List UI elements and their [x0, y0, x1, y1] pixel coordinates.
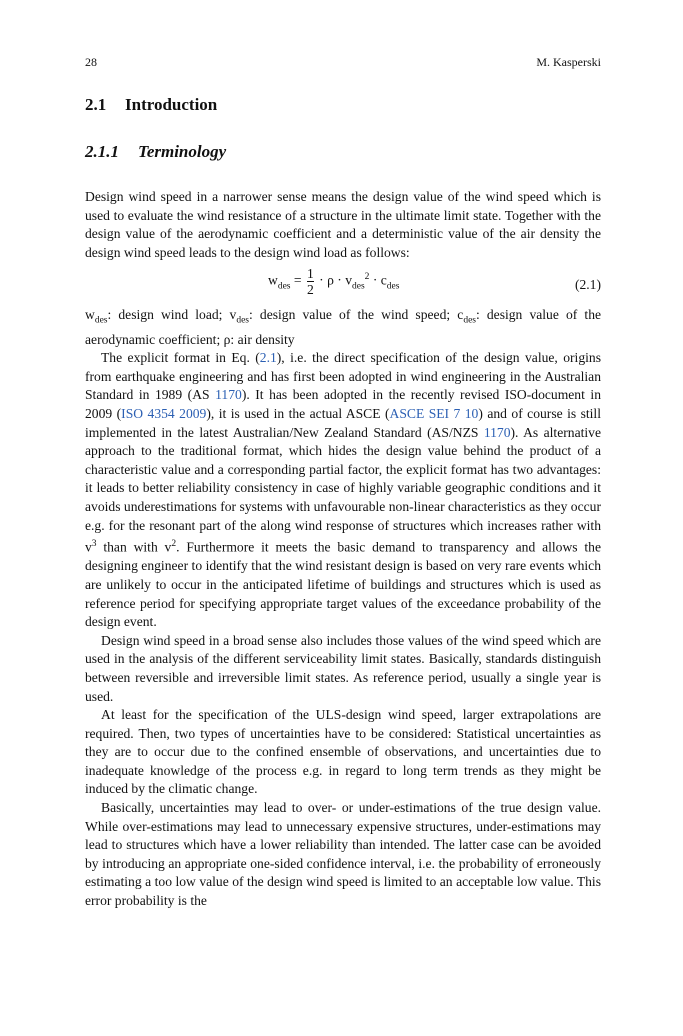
- paragraph-3: Design wind speed in a broad sense also includes those values of the wind speed which are used in the analysis of the different serviceability limit states. Basically, standards distinguish between reversible and irreversible limit states. As reference period, usually a single year is used.: [85, 632, 601, 704]
- paragraph-4: At least for the specification of the ULS-design wind speed, larger extrapolations are required. Then, two types of uncertainties have to be considered: Statistical uncertainties as they are to occur due to the confined ensemble of observations, and uncertainties due to inadequate knowledge of the process e.g. in regard to long term trends as they might be induced by the climatic change.: [85, 707, 601, 797]
- paragraph-2: The explicit format in Eq. (2.1), i.e. the direct specification of the design value, origins from earthquake engineering and has first been adopted in wind engineering in the Australian Standard in 1989 (AS 1170). It has been adopted in the recently revised ISO-document in 2009 (ISO 4354 2009), it is used in the actual ASCE (ASCE SEI 7 10) and of course is still implemented in the latest Australian/New Zealand Standard (AS/NZS 1170). As alternative approach to the traditional format, which hides the design value behind the product of a characteristic value and a corresponding partial factor, the explicit format has two advantages: it leads to better reliability consistency in case of highly variable geographic conditions and it avoids underestimations for systems with unfavourable non-linear characteristics as they occur e.g. for the resonant part of the along wind response of structures which increases rather with $v^3$ than with $v^2$. Furthermore it meets the basic demand to transparency and allows the designing engineer to identify that the wind resistant design is based on very rare events which are unlikely to occur in the anticipated lifetime of buildings and structures which is used as reference period for specifying appropriate target values of the exceedance probability of the design event.: [85, 350, 601, 630]
- section-title: Introduction: [125, 95, 218, 114]
- body-text: [85, 188, 601, 911]
- symbol-definitions: $w_{des}$: design wind load; $v_{des}$: design value of the wind speed; $c_{des}$: design value of the aerodynamic coefficient; ρ: air density: [85, 307, 602, 347]
- ref-asce-sei-7-10[interactable]: ASCE SEI 7 10: [389, 406, 479, 422]
- ref-as-nzs-1170[interactable]: 1170: [483, 424, 511, 440]
- ref-as-1170[interactable]: 1170: [215, 387, 242, 403]
- equation-number: (2.1): [574, 277, 601, 293]
- subsection-title: Terminology: [138, 142, 227, 161]
- equation-2-1: [85, 262, 601, 306]
- equation-formula: $w_{des}$ = $\frac{1}{2}$ · $\rho \cdot v_{des}^2 \cdot c_{des}$: [268, 266, 400, 298]
- ref-eq-2-1[interactable]: 2.1: [259, 350, 277, 366]
- section-number: 2.1: [85, 95, 107, 114]
- subsection-number: 2.1.1: [85, 142, 119, 161]
- running-author: M. Kasperski: [536, 55, 601, 69]
- fraction: $\frac{1}{2}$: [306, 266, 314, 298]
- subsection-heading: [85, 142, 226, 162]
- page-number: 28: [85, 55, 97, 69]
- ref-iso-4354[interactable]: ISO 4354 2009: [121, 406, 207, 422]
- paragraph-1: Design wind speed in a narrower sense means the design value of the wind speed which is used to evaluate the wind resistance of a structure in the ultimate limit state. Together with the design value of the aerodynamic coefficient and a deterministic value of the air density the design wind speed leads to the design wind load as follows:: [85, 189, 601, 260]
- paragraph-5: Basically, uncertainties may lead to over- or under-estimations of the true design value. While over-estimations may lead to unnecessary expensive structures, under-estimations may lead to structures which have a lower reliability than intended. The latter case can be avoided by introducing an appropriate one-sided confidence interval, i.e. the probability of erroneously estimating a too low value of the design wind speed is limited to an acceptable low value. This error probability is the: [85, 800, 601, 909]
- section-heading: [85, 95, 217, 115]
